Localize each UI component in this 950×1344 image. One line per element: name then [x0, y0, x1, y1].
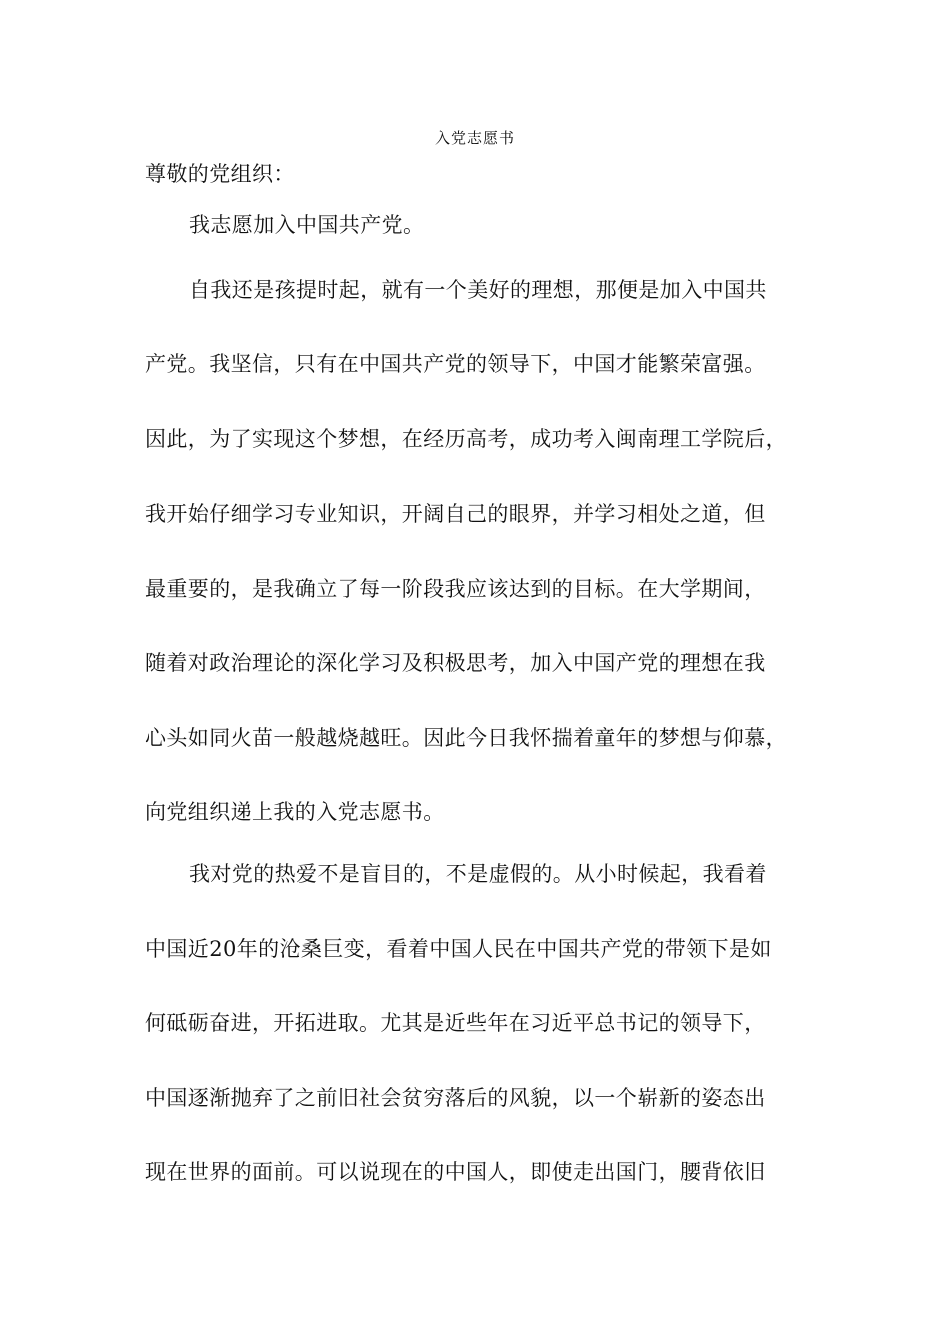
paragraph-line: 我志愿加入中国共产党。 — [189, 213, 425, 237]
paragraph-line: 向党组织递上我的入党志愿书。 — [145, 800, 445, 824]
paragraph-line: 中国逐渐抛弃了之前旧社会贫穷落后的风貌，以一个崭新的姿态出 — [145, 1086, 766, 1110]
paragraph-line: 因此，为了实现这个梦想，在经历高考，成功考入闽南理工学院后， — [145, 427, 787, 451]
paragraph-line: 我开始仔细学习专业知识，开阔自己的眼界，并学习相处之道，但 — [145, 502, 766, 526]
paragraph-line: 心头如同火苗一般越烧越旺。因此今日我怀揣着童年的梦想与仰慕， — [145, 726, 787, 750]
paragraph-line: 中国近20年的沧桑巨变，看着中国人民在中国共产党的带领下是如 — [145, 937, 772, 961]
paragraph-line: 现在世界的面前。可以说现在的中国人，即使走出国门，腰背依旧 — [145, 1160, 766, 1184]
document-title: 入党志愿书 — [434, 129, 515, 147]
salutation: 尊敬的党组织： — [145, 162, 295, 186]
paragraph-line: 我对党的热爱不是盲目的，不是虚假的。从小时候起，我看着 — [189, 862, 767, 886]
paragraph-line: 自我还是孩提时起，就有一个美好的理想，那便是加入中国共 — [189, 278, 767, 302]
paragraph-line: 最重要的，是我确立了每一阶段我应该达到的目标。在大学期间， — [145, 577, 766, 601]
paragraph-line: 产党。我坚信，只有在中国共产党的领导下，中国才能繁荣富强。 — [145, 352, 766, 376]
paragraph-line: 随着对政治理论的深化学习及积极思考，加入中国产党的理想在我 — [145, 651, 766, 675]
paragraph-line: 何砥砺奋进，开拓进取。尤其是近些年在习近平总书记的领导下， — [145, 1011, 766, 1035]
